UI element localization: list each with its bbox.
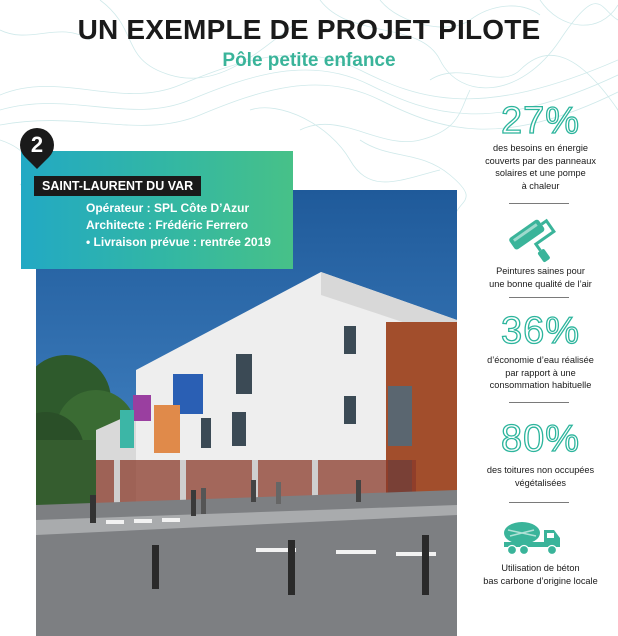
stat-paint-text: Peintures saines pour une bonne qualité de l’air (489, 266, 592, 289)
stat-water-value: 36% (500, 310, 581, 352)
stat-concrete-text: Utilisation de béton bas carbone d’origine locale (483, 563, 598, 586)
page-title: UN EXEMPLE DE PROJET PILOTE (77, 14, 541, 45)
stat-roof-value: 80% (500, 418, 581, 460)
project-architect: Architecte : Frédéric Ferrero (86, 218, 249, 232)
stat-energy-value: 27% (500, 100, 581, 142)
stat-divider (509, 502, 569, 503)
stat-roof-text: des toitures non occupées végétalisées (486, 465, 595, 488)
concrete-mixer-truck-icon (500, 518, 564, 556)
project-delivery: • Livraison prévue : rentrée 2019 (86, 235, 271, 249)
project-operator: Opérateur : SPL Côte D’Azur (86, 201, 250, 215)
stat-divider (509, 297, 569, 298)
stat-energy-text: des besoins en énergie couverts par des panneaux solaires et une pompe à chaleur (485, 143, 596, 191)
stat-divider (509, 203, 569, 204)
page-subtitle: Pôle petite enfance (222, 50, 396, 71)
paint-roller-icon (505, 215, 561, 265)
stat-water-text: d’économie d’eau réalisée par rapport à une consommation habituelle (487, 355, 594, 390)
stat-divider (509, 402, 569, 403)
project-number: 2 (30, 132, 44, 157)
project-city: SAINT-LAURENT DU VAR (34, 176, 201, 196)
